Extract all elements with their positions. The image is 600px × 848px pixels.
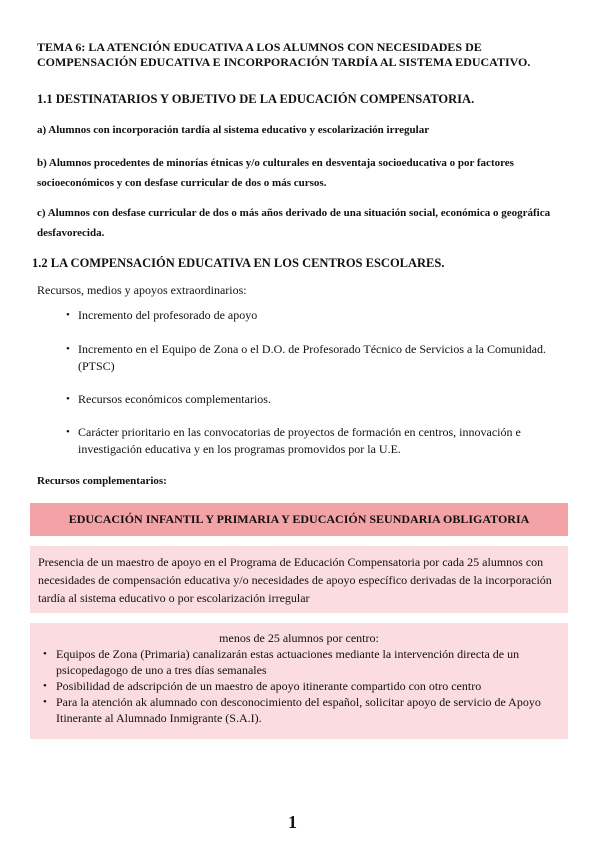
small-centers-list [38, 646, 560, 726]
resources-list [78, 307, 568, 324]
resource-item: • Carácter prioritario en las convocatorias de proyectos de formación en centros, innovación e investigación educativa y en los programas promovidos por la U.E. [78, 424, 568, 458]
table-header: EDUCACIÓN INFANTIL Y PRIMARIA Y EDUCACIÓN SEUNDARIA OBLIGATORIA [30, 503, 568, 536]
section-1-item-a: a) Alumnos con incorporación tardía al sistema educativo y escolarización irregular [37, 124, 430, 136]
complementary-resources-label: Recursos complementarios: [37, 475, 167, 487]
small-centers-item: • Equipos de Zona (Primaria) canalizarán estas actuaciones mediante la intervención directa de un psicopedagogo de uno a tres días semanales [56, 646, 560, 678]
resources-list-4 [78, 424, 568, 458]
resource-item: • Incremento del profesorado de apoyo [78, 307, 568, 324]
page-number: 1 [288, 812, 297, 832]
section-1-heading: 1.1 DESTINATARIOS Y OBJETIVO DE LA EDUCACIÓN COMPENSATORIA. [37, 92, 475, 106]
small-centers-title: menos de 25 alumnos por centro: [219, 631, 379, 645]
section-2-intro: Recursos, medios y apoyos extraordinarios: [37, 283, 247, 297]
resources-list-3 [78, 391, 568, 408]
resource-item: • Incremento en el Equipo de Zona o el D.O. de Profesorado Técnico de Servicios a la Comunidad. (PTSC) [78, 341, 568, 375]
support-teacher-box: Presencia de un maestro de apoyo en el Programa de Educación Compensatoria por cada 25 alumnos con necesidades de compensación educativa y/o necesidades de apoyo específico derivadas de la incorporación tardía al sistema educativo o por escolarización irregular [30, 546, 568, 613]
section-1-item-b: b) Alumnos procedentes de minorías étnicas y/o culturales en desventaja socioeducativa o por factores socioeconómicos y con desfase curricular de dos o más cursos. [37, 157, 514, 189]
section-1-item-c: c) Alumnos con desfase curricular de dos o más años derivado de una situación social, económica o geográfica desfavorecida. [37, 207, 551, 239]
section-2-heading: 1.2 LA COMPENSACIÓN EDUCATIVA EN LOS CENTROS ESCOLARES. [32, 256, 445, 270]
document-title: TEMA 6: LA ATENCIÓN EDUCATIVA A LOS ALUMNOS CON NECESIDADES DE COMPENSACIÓN EDUCATIVA E INCORPORACIÓN TARDÍA AL SISTEMA EDUCATIVO. [37, 40, 531, 69]
resources-list-2 [78, 341, 568, 375]
resource-item: • Recursos económicos complementarios. [78, 391, 568, 408]
small-centers-item: • Posibilidad de adscripción de un maestro de apoyo itinerante compartido con otro centro [56, 678, 560, 694]
small-centers-item: • Para la atención ak alumnado con desconocimiento del español, solicitar apoyo de servicio de Apoyo Itinerante al Alumnado Inmigrante (S.A.I). [56, 694, 560, 726]
small-centers-box [30, 623, 568, 739]
